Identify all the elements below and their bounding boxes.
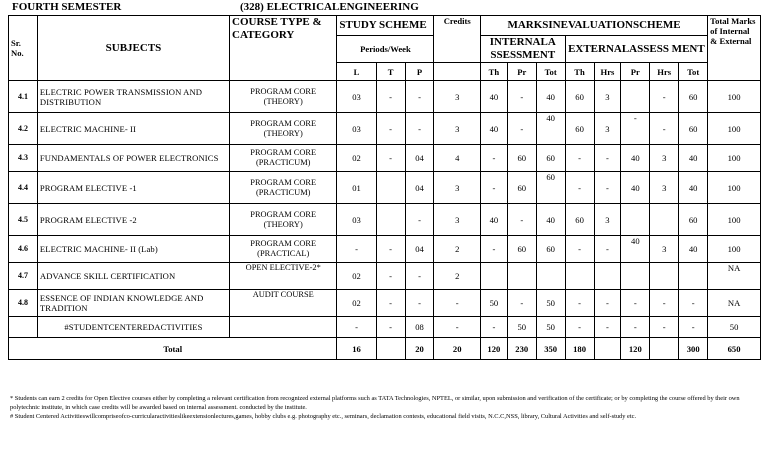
ext-pr-cell: 120 xyxy=(621,338,650,360)
total-cell: NA xyxy=(708,263,761,290)
ext-hrs-cell xyxy=(594,263,621,290)
category-cell: PROGRAM CORE (PRACTICUM) xyxy=(230,145,337,172)
ext-hrs-cell: 3 xyxy=(594,113,621,145)
col-marks-scheme: MARKSINEVALUATIONSCHEME xyxy=(480,16,707,36)
col-external-assessment: EXTERNALASSESS MENT xyxy=(565,36,708,63)
l-cell: 03 xyxy=(337,113,376,145)
col-course-type: COURSE TYPE & CATEGORY xyxy=(230,16,337,81)
int-th-cell: - xyxy=(480,145,507,172)
p-cell: 20 xyxy=(405,338,434,360)
ext-tot-cell: 60 xyxy=(679,113,708,145)
col-l: L xyxy=(337,63,376,81)
credits-cell: - xyxy=(434,317,480,338)
col-int-tot: Tot xyxy=(536,63,565,81)
ext-pr-cell xyxy=(621,81,650,113)
total-cell: 650 xyxy=(708,338,761,360)
l-cell: 02 xyxy=(337,290,376,317)
activities-sr-cell xyxy=(9,317,38,338)
total-cell: 50 xyxy=(708,317,761,338)
col-t: T xyxy=(376,63,405,81)
category-cell: PROGRAM CORE (THEORY) xyxy=(230,113,337,145)
ext-hrs-cell: 3 xyxy=(594,204,621,236)
ext-hrs2-cell: - xyxy=(650,290,679,317)
col-p: P xyxy=(405,63,434,81)
ext-pr-cell xyxy=(621,204,650,236)
int-tot-cell: 40 xyxy=(536,113,565,145)
ext-th-cell: 60 xyxy=(565,113,594,145)
int-th-cell: 50 xyxy=(480,290,507,317)
l-cell: 02 xyxy=(337,145,376,172)
int-pr-cell: - xyxy=(507,81,536,113)
activities-category-cell xyxy=(230,317,337,338)
int-pr-cell: - xyxy=(507,290,536,317)
subject-cell: PROGRAM ELECTIVE -2 xyxy=(37,204,229,236)
category-cell: OPEN ELECTIVE-2* xyxy=(230,263,337,290)
col-int-pr: Pr xyxy=(507,63,536,81)
ext-hrs-cell: - xyxy=(594,172,621,204)
semester-title: FOURTH SEMESTER xyxy=(12,1,122,13)
total-label: Total xyxy=(9,338,337,360)
table-row xyxy=(9,81,761,113)
ext-tot-cell: 60 xyxy=(679,204,708,236)
int-th-cell: 40 xyxy=(480,81,507,113)
sr-cell: 4.6 xyxy=(9,236,38,263)
subject-cell: PROGRAM ELECTIVE -1 xyxy=(37,172,229,204)
int-tot-cell: 50 xyxy=(536,290,565,317)
footnote-student-activities: # Student Centered Activitieswillcompriseofco-curricularactivitieslikeextensionlectures,games, hobby clubs e.g. photography etc., seminars, declamation contests, educational field visits, N.C.C,NSS, library, Cultural Activities and self-study etc. xyxy=(10,413,637,421)
table-row xyxy=(9,172,761,204)
ext-pr-cell: 40 xyxy=(621,145,650,172)
col-ext-th: Th xyxy=(565,63,594,81)
t-cell: - xyxy=(376,317,405,338)
t-cell: - xyxy=(376,290,405,317)
col-internal-assessment: INTERNALA SSESSMENT xyxy=(480,36,565,63)
int-th-cell: 120 xyxy=(480,338,507,360)
t-cell xyxy=(376,204,405,236)
credits-cell: 2 xyxy=(434,263,480,290)
int-pr-cell: 60 xyxy=(507,145,536,172)
ext-th-cell: - xyxy=(565,236,594,263)
credits-cell: 20 xyxy=(434,338,480,360)
ext-tot-cell: 40 xyxy=(679,172,708,204)
p-cell: - xyxy=(405,204,434,236)
p-cell: - xyxy=(405,290,434,317)
p-cell: 04 xyxy=(405,236,434,263)
p-cell: 04 xyxy=(405,172,434,204)
ext-hrs2-cell xyxy=(650,263,679,290)
ext-th-cell: 60 xyxy=(565,204,594,236)
col-total-marks: Total Marks of Internal & External xyxy=(708,16,761,81)
table-row xyxy=(9,290,761,317)
ext-pr-cell: - xyxy=(621,317,650,338)
activities-label: #STUDENTCENTEREDACTIVITIES xyxy=(37,317,229,338)
category-cell: PROGRAM CORE (THEORY) xyxy=(230,81,337,113)
table-row xyxy=(9,113,761,145)
int-pr-cell: 60 xyxy=(507,236,536,263)
col-ext-hrs: Hrs xyxy=(594,63,621,81)
col-subjects: SUBJECTS xyxy=(37,16,229,81)
ext-pr-cell: - xyxy=(621,113,650,145)
p-cell: 08 xyxy=(405,317,434,338)
ext-hrs2-cell: 3 xyxy=(650,236,679,263)
int-th-cell: 40 xyxy=(480,113,507,145)
t-cell: - xyxy=(376,263,405,290)
footnote-open-elective: * Students can earn 2 credits for Open Elective courses either by completing a relevant certification from recognized external platforms such as TATA Technologies, NPTEL, or similar, upon submission and verification of the certificate; or by completing the course offered by their own polytechnic institute, in which case credits will be awarded based on internal assessment. conducted by the institute. xyxy=(10,395,740,411)
sr-cell: 4.2 xyxy=(9,113,38,145)
int-tot-cell: 60 xyxy=(536,236,565,263)
sr-cell: 4.4 xyxy=(9,172,38,204)
category-cell: PROGRAM CORE (THEORY) xyxy=(230,204,337,236)
category-cell: PROGRAM CORE (PRACTICAL) xyxy=(230,236,337,263)
ext-th-cell: - xyxy=(565,145,594,172)
int-pr-cell: - xyxy=(507,204,536,236)
table-row xyxy=(9,236,761,263)
int-th-cell: - xyxy=(480,172,507,204)
int-pr-cell: 230 xyxy=(507,338,536,360)
int-tot-cell: 50 xyxy=(536,317,565,338)
l-cell: 16 xyxy=(337,338,376,360)
ext-hrs-cell: 3 xyxy=(594,81,621,113)
ext-tot-cell: - xyxy=(679,317,708,338)
int-pr-cell: 50 xyxy=(507,317,536,338)
ext-th-cell: - xyxy=(565,290,594,317)
p-cell: - xyxy=(405,113,434,145)
total-cell: 100 xyxy=(708,145,761,172)
credits-cell: - xyxy=(434,290,480,317)
activities-row xyxy=(9,317,761,338)
subject-cell: ELECTRIC POWER TRANSMISSION AND DISTRIBUTION xyxy=(37,81,229,113)
int-tot-cell: 60 xyxy=(536,172,565,204)
int-tot-cell xyxy=(536,263,565,290)
subject-cell: ELECTRIC MACHINE- II xyxy=(37,113,229,145)
credits-cell: 3 xyxy=(434,172,480,204)
ext-hrs-cell: - xyxy=(594,290,621,317)
subject-cell: ESSENCE OF INDIAN KNOWLEDGE AND TRADITION xyxy=(37,290,229,317)
credits-cell: 3 xyxy=(434,81,480,113)
sr-cell: 4.1 xyxy=(9,81,38,113)
t-cell xyxy=(376,172,405,204)
int-pr-cell: 60 xyxy=(507,172,536,204)
page-header xyxy=(12,1,762,16)
col-credits-blank xyxy=(434,63,480,81)
ext-hrs2-cell xyxy=(650,204,679,236)
int-th-cell: 40 xyxy=(480,204,507,236)
l-cell: 01 xyxy=(337,172,376,204)
ext-hrs-cell xyxy=(594,338,621,360)
ext-hrs-cell: - xyxy=(594,236,621,263)
table-row xyxy=(9,145,761,172)
sr-cell: 4.8 xyxy=(9,290,38,317)
credits-cell: 3 xyxy=(434,113,480,145)
category-cell: PROGRAM CORE (PRACTICUM) xyxy=(230,172,337,204)
total-cell: NA xyxy=(708,290,761,317)
t-cell: - xyxy=(376,236,405,263)
ext-th-cell: - xyxy=(565,317,594,338)
int-tot-cell: 40 xyxy=(536,204,565,236)
col-periods-week: Periods/Week xyxy=(337,36,434,63)
ext-tot-cell: 40 xyxy=(679,145,708,172)
ext-tot-cell: 300 xyxy=(679,338,708,360)
col-ext-tot: Tot xyxy=(679,63,708,81)
t-cell: - xyxy=(376,113,405,145)
p-cell: - xyxy=(405,263,434,290)
total-row xyxy=(9,338,761,360)
subject-cell: FUNDAMENTALS OF POWER ELECTRONICS xyxy=(37,145,229,172)
sr-cell: 4.7 xyxy=(9,263,38,290)
int-th-cell: - xyxy=(480,317,507,338)
ext-hrs2-cell: - xyxy=(650,81,679,113)
total-cell: 100 xyxy=(708,172,761,204)
int-th-cell: - xyxy=(480,236,507,263)
ext-pr-cell: 40 xyxy=(621,236,650,263)
ext-tot-cell: - xyxy=(679,290,708,317)
col-study-scheme: STUDY SCHEME xyxy=(337,16,434,36)
col-int-th: Th xyxy=(480,63,507,81)
table-row xyxy=(9,263,761,290)
sr-cell: 4.3 xyxy=(9,145,38,172)
credits-cell: 2 xyxy=(434,236,480,263)
int-tot-cell: 60 xyxy=(536,145,565,172)
ext-pr-cell xyxy=(621,263,650,290)
ext-hrs2-cell: - xyxy=(650,317,679,338)
t-cell xyxy=(376,338,405,360)
ext-tot-cell: 40 xyxy=(679,236,708,263)
t-cell: - xyxy=(376,81,405,113)
ext-hrs2-cell: 3 xyxy=(650,172,679,204)
col-sr-no: Sr. No. xyxy=(9,16,38,81)
ext-hrs2-cell: - xyxy=(650,113,679,145)
ext-hrs2-cell xyxy=(650,338,679,360)
ext-tot-cell xyxy=(679,263,708,290)
l-cell: - xyxy=(337,236,376,263)
ext-th-cell xyxy=(565,263,594,290)
l-cell: 03 xyxy=(337,204,376,236)
ext-th-cell: 180 xyxy=(565,338,594,360)
l-cell: - xyxy=(337,317,376,338)
total-cell: 100 xyxy=(708,113,761,145)
l-cell: 02 xyxy=(337,263,376,290)
ext-th-cell: - xyxy=(565,172,594,204)
l-cell: 03 xyxy=(337,81,376,113)
col-credits: Credits xyxy=(434,16,480,63)
ext-pr-cell: 40 xyxy=(621,172,650,204)
ext-hrs-cell: - xyxy=(594,145,621,172)
int-tot-cell: 350 xyxy=(536,338,565,360)
credits-cell: 4 xyxy=(434,145,480,172)
subject-cell: ELECTRIC MACHINE- II (Lab) xyxy=(37,236,229,263)
credits-cell: 3 xyxy=(434,204,480,236)
program-title: (328) ELECTRICALENGINEERING xyxy=(240,1,419,13)
int-th-cell xyxy=(480,263,507,290)
sr-cell: 4.5 xyxy=(9,204,38,236)
p-cell: 04 xyxy=(405,145,434,172)
ext-tot-cell: 60 xyxy=(679,81,708,113)
evaluation-scheme-table xyxy=(8,15,761,360)
total-cell: 100 xyxy=(708,81,761,113)
int-pr-cell xyxy=(507,263,536,290)
subject-cell: ADVANCE SKILL CERTIFICATION xyxy=(37,263,229,290)
total-cell: 100 xyxy=(708,204,761,236)
ext-th-cell: 60 xyxy=(565,81,594,113)
t-cell: - xyxy=(376,145,405,172)
ext-hrs2-cell: 3 xyxy=(650,145,679,172)
footnotes xyxy=(10,395,762,423)
int-tot-cell: 40 xyxy=(536,81,565,113)
p-cell: - xyxy=(405,81,434,113)
ext-pr-cell: - xyxy=(621,290,650,317)
table-row xyxy=(9,204,761,236)
category-cell: AUDIT COURSE xyxy=(230,290,337,317)
col-ext-pr: Pr xyxy=(621,63,650,81)
int-pr-cell: - xyxy=(507,113,536,145)
ext-hrs-cell: - xyxy=(594,317,621,338)
col-ext-hrs2: Hrs xyxy=(650,63,679,81)
total-cell: 100 xyxy=(708,236,761,263)
